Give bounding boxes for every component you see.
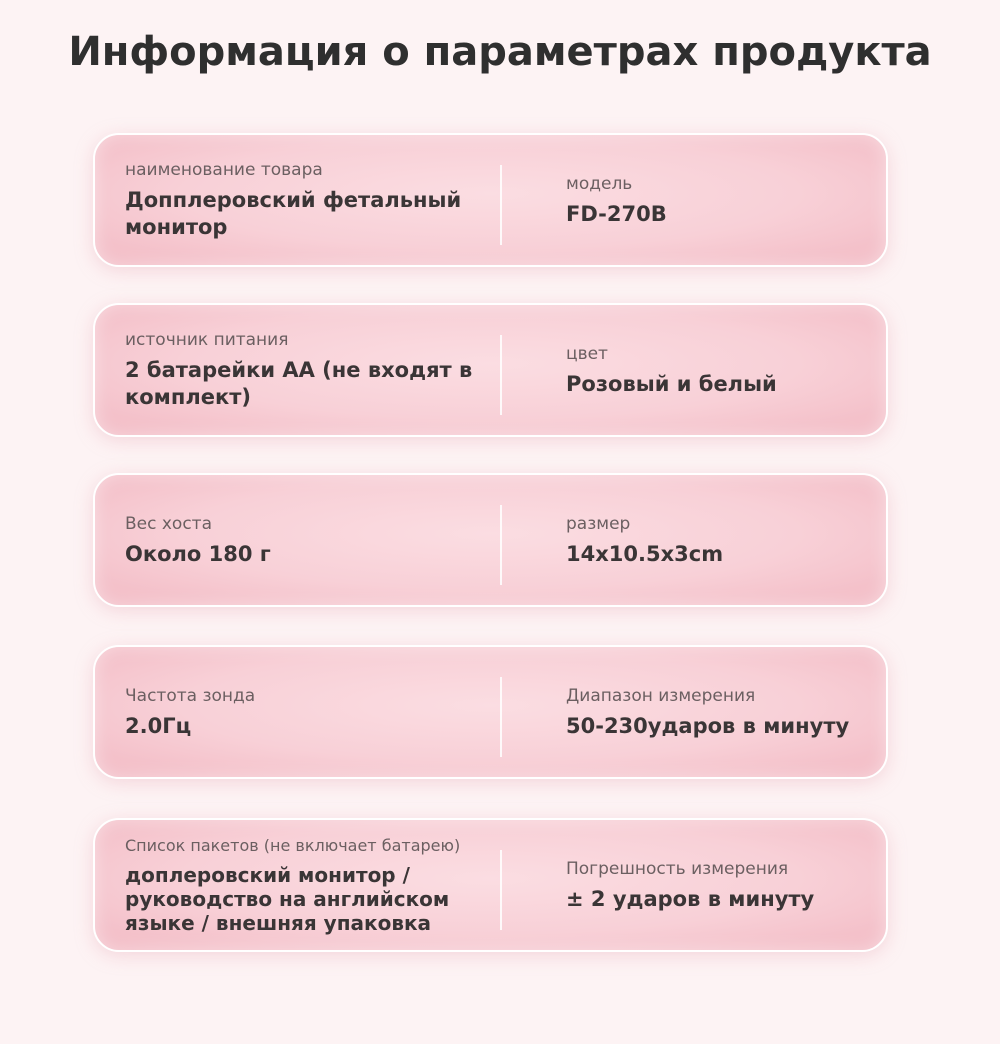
- spec-cell-measurement-error: [566, 820, 876, 950]
- spec-value-host-weight: Около 180 г: [125, 541, 271, 566]
- spec-label-host-weight: Вес хоста: [125, 513, 213, 534]
- spec-card-product-name-model: [93, 133, 888, 267]
- spec-label-power-source: источник питания: [125, 330, 289, 350]
- spec-cell-package-list: [125, 820, 495, 950]
- spec-label-measurement-range: Диапазон измерения: [566, 685, 756, 706]
- spec-cell-size: [566, 475, 876, 605]
- spec-cell-product-name: [125, 135, 495, 265]
- spec-label-color: цвет: [566, 343, 608, 364]
- spec-value-power-source: 2 батарейки AA (не входят в комплект): [125, 358, 473, 409]
- spec-card-frequency-range: [93, 645, 888, 779]
- spec-cell-model: [566, 135, 876, 265]
- spec-label-size: размер: [566, 513, 631, 534]
- spec-value-measurement-range: 50-230ударов в минуту: [566, 713, 850, 738]
- spec-value-product-name: Допплеровский фетальный монитор: [125, 188, 462, 239]
- spec-value-size: 14x10.5x3cm: [566, 541, 724, 566]
- card-divider: [500, 677, 502, 757]
- spec-card-package-accuracy: [93, 818, 888, 952]
- card-divider: [500, 505, 502, 585]
- spec-label-model: модель: [566, 173, 633, 194]
- spec-card-power-color: [93, 303, 888, 437]
- spec-value-measurement-error: ± 2 ударов в минуту: [566, 886, 815, 911]
- spec-label-package-list: Список пакетов (не включает батарею): [125, 836, 461, 855]
- spec-value-package-list: доплеровский монитор / руководство на английском языке / внешняя упаковка: [125, 863, 450, 935]
- spec-value-probe-frequency: 2.0Гц: [125, 713, 192, 738]
- card-divider: [500, 335, 502, 415]
- spec-cell-color: [566, 305, 876, 435]
- spec-label-probe-frequency: Частота зонда: [125, 685, 256, 706]
- card-divider: [500, 850, 502, 930]
- spec-cell-measurement-range: [566, 647, 876, 777]
- spec-cell-power-source: [125, 305, 495, 435]
- spec-value-model: FD-270B: [566, 201, 667, 226]
- spec-card-weight-size: [93, 473, 888, 607]
- page-title: Информация о параметрах продукта: [68, 29, 932, 75]
- spec-cell-probe-frequency: [125, 647, 495, 777]
- spec-label-product-name: наименование товара: [125, 160, 323, 180]
- spec-cell-host-weight: [125, 475, 495, 605]
- spec-label-measurement-error: Погрешность измерения: [566, 858, 789, 879]
- card-divider: [500, 165, 502, 245]
- spec-value-color: Розовый и белый: [566, 371, 777, 396]
